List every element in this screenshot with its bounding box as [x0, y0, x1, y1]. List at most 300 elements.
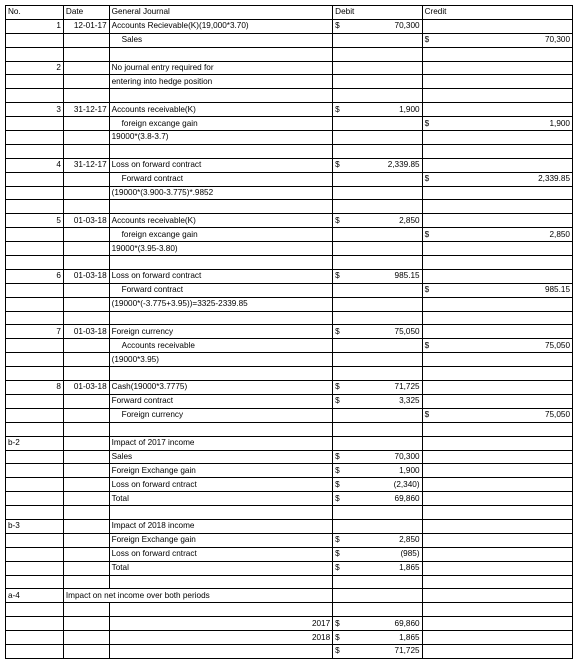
description-cell: Impact of 2018 income [109, 519, 333, 533]
table-row [6, 228, 573, 242]
header-credit: Credit [422, 6, 572, 20]
credit-currency-cell: $ [422, 117, 463, 131]
entry-number-cell [6, 75, 64, 89]
table-row [6, 506, 573, 520]
description-cell: Loss on forward cntract [109, 478, 333, 492]
credit-currency-cell [422, 158, 463, 172]
debit-amount-cell [373, 117, 422, 131]
debit-amount-cell: 1,865 [373, 631, 422, 645]
table-row [6, 519, 573, 533]
debit-currency-cell: $ [333, 214, 374, 228]
date-cell [63, 575, 109, 589]
date-cell: 12-01-17 [63, 19, 109, 33]
description-cell [109, 311, 333, 325]
description-cell: Foreign currency [109, 408, 333, 422]
description-cell: Forward contract [109, 172, 333, 186]
credit-amount-cell [463, 186, 573, 200]
debit-currency-cell [333, 200, 374, 214]
credit-amount-cell [463, 131, 573, 145]
entry-number-cell [6, 186, 64, 200]
credit-amount-cell [463, 214, 573, 228]
entry-number-cell: b-3 [6, 519, 64, 533]
credit-currency-cell [422, 492, 463, 506]
description-cell: Loss on forward contract [109, 269, 333, 283]
entry-number-cell [6, 131, 64, 145]
date-cell [63, 200, 109, 214]
credit-amount-cell [463, 617, 573, 631]
credit-amount-cell: 2,339.85 [463, 172, 573, 186]
entry-number-cell [6, 311, 64, 325]
credit-amount-cell [463, 269, 573, 283]
table-row [6, 492, 573, 506]
credit-amount-cell [463, 394, 573, 408]
credit-currency-cell [422, 242, 463, 256]
description-cell [109, 89, 333, 103]
credit-amount-cell [463, 381, 573, 395]
description-cell: Accounts Recievable(K)(19,000*3.70) [109, 19, 333, 33]
entry-number-cell [6, 617, 64, 631]
description-cell: Total [109, 561, 333, 575]
date-cell [63, 47, 109, 61]
debit-currency-cell [333, 283, 374, 297]
debit-amount-cell: 75,050 [373, 325, 422, 339]
credit-currency-cell [422, 214, 463, 228]
date-cell [63, 131, 109, 145]
credit-currency-cell [422, 533, 463, 547]
debit-amount-cell: 70,300 [373, 19, 422, 33]
table-row [6, 325, 573, 339]
debit-currency-cell [333, 131, 374, 145]
debit-currency-cell [333, 339, 374, 353]
description-cell: (19000*(3.900-3.775)*.9852 [109, 186, 333, 200]
debit-currency-cell: $ [333, 533, 374, 547]
debit-amount-cell [373, 242, 422, 256]
date-cell [63, 367, 109, 381]
debit-amount-cell [373, 144, 422, 158]
credit-amount-cell [463, 464, 573, 478]
date-cell [63, 394, 109, 408]
debit-amount-cell [373, 186, 422, 200]
date-cell: 31-12-17 [63, 103, 109, 117]
date-cell: 01-03-18 [63, 214, 109, 228]
date-cell [63, 617, 109, 631]
debit-amount-cell [373, 75, 422, 89]
debit-currency-cell [333, 144, 374, 158]
credit-amount-cell [463, 519, 573, 533]
entry-number-cell [6, 561, 64, 575]
debit-currency-cell [333, 242, 374, 256]
debit-currency-cell: $ [333, 269, 374, 283]
table-row [6, 464, 573, 478]
entry-number-cell: 7 [6, 325, 64, 339]
description-cell: Foreign Exchange gain [109, 464, 333, 478]
debit-currency-cell [333, 353, 374, 367]
table-row [6, 547, 573, 561]
date-cell [63, 311, 109, 325]
description-cell [109, 506, 333, 520]
date-cell [63, 603, 109, 617]
date-cell [63, 464, 109, 478]
entry-number-cell [6, 464, 64, 478]
debit-amount-cell: 2,339.85 [373, 158, 422, 172]
debit-currency-cell: $ [333, 547, 374, 561]
debit-currency-cell: $ [333, 103, 374, 117]
debit-amount-cell [373, 311, 422, 325]
entry-number-cell [6, 33, 64, 47]
date-cell [63, 172, 109, 186]
table-row [6, 144, 573, 158]
credit-currency-cell [422, 200, 463, 214]
debit-currency-cell [333, 228, 374, 242]
credit-currency-cell [422, 422, 463, 436]
debit-currency-cell: $ [333, 325, 374, 339]
description-cell [109, 422, 333, 436]
credit-currency-cell [422, 450, 463, 464]
table-row [6, 89, 573, 103]
entry-number-cell [6, 200, 64, 214]
debit-currency-cell: $ [333, 394, 374, 408]
debit-amount-cell [373, 228, 422, 242]
table-row [6, 381, 573, 395]
entry-number-cell [6, 478, 64, 492]
credit-amount-cell [463, 144, 573, 158]
description-cell: Loss on forward cntract [109, 547, 333, 561]
description-cell: Accounts receivable(K) [109, 103, 333, 117]
entry-number-cell: 4 [6, 158, 64, 172]
table-row [6, 61, 573, 75]
credit-currency-cell [422, 131, 463, 145]
debit-amount-cell [373, 47, 422, 61]
debit-amount-cell: 71,725 [373, 381, 422, 395]
date-cell [63, 89, 109, 103]
debit-currency-cell [333, 47, 374, 61]
section-heading-cell: Impact on net income over both periods [63, 589, 332, 603]
credit-amount-cell [463, 547, 573, 561]
description-cell: Accounts receivable(K) [109, 214, 333, 228]
debit-currency-cell [333, 422, 374, 436]
credit-amount-cell: 1,900 [463, 117, 573, 131]
entry-number-cell: a-4 [6, 589, 64, 603]
debit-amount-cell [373, 436, 422, 450]
table-row [6, 172, 573, 186]
debit-amount-cell [373, 506, 422, 520]
debit-currency-cell [333, 186, 374, 200]
debit-amount-cell [373, 172, 422, 186]
debit-amount-cell: 1,900 [373, 103, 422, 117]
debit-amount-cell [373, 131, 422, 145]
table-row [6, 436, 573, 450]
entry-number-cell: 6 [6, 269, 64, 283]
debit-currency-cell: $ [333, 381, 374, 395]
credit-currency-cell [422, 367, 463, 381]
debit-amount-cell: 985.15 [373, 269, 422, 283]
description-cell: Foreign Exchange gain [109, 533, 333, 547]
table-row [6, 256, 573, 270]
debit-currency-cell [333, 256, 374, 270]
description-cell: No journal entry required for [109, 61, 333, 75]
description-cell [109, 644, 333, 658]
debit-currency-cell [333, 603, 374, 617]
date-cell [63, 228, 109, 242]
credit-currency-cell [422, 478, 463, 492]
entry-number-cell [6, 144, 64, 158]
header-no: No. [6, 6, 64, 20]
debit-currency-cell: $ [333, 492, 374, 506]
debit-amount-cell: 1,865 [373, 561, 422, 575]
entry-number-cell [6, 117, 64, 131]
date-cell [63, 75, 109, 89]
table-row [6, 297, 573, 311]
debit-currency-cell [333, 117, 374, 131]
description-cell: 2017 [109, 617, 333, 631]
credit-amount-cell [463, 311, 573, 325]
credit-amount-cell [463, 506, 573, 520]
date-cell [63, 283, 109, 297]
entry-number-cell: 2 [6, 61, 64, 75]
credit-currency-cell [422, 617, 463, 631]
date-cell [63, 506, 109, 520]
entry-number-cell [6, 367, 64, 381]
entry-number-cell: 1 [6, 19, 64, 33]
debit-amount-cell [373, 422, 422, 436]
debit-amount-cell [373, 575, 422, 589]
debit-amount-cell [373, 603, 422, 617]
date-cell [63, 144, 109, 158]
entry-number-cell [6, 603, 64, 617]
debit-currency-cell [333, 367, 374, 381]
entry-number-cell [6, 492, 64, 506]
credit-currency-cell: $ [422, 33, 463, 47]
table-row [6, 631, 573, 645]
credit-currency-cell [422, 561, 463, 575]
date-cell [63, 533, 109, 547]
table-row [6, 561, 573, 575]
entry-number-cell [6, 283, 64, 297]
credit-currency-cell [422, 353, 463, 367]
debit-amount-cell [373, 367, 422, 381]
debit-currency-cell [333, 589, 374, 603]
description-cell: Loss on forward contract [109, 158, 333, 172]
debit-amount-cell [373, 61, 422, 75]
date-cell [63, 297, 109, 311]
credit-amount-cell [463, 422, 573, 436]
credit-currency-cell: $ [422, 228, 463, 242]
description-cell: Forward contract [109, 394, 333, 408]
date-cell [63, 450, 109, 464]
table-row [6, 353, 573, 367]
debit-amount-cell [373, 283, 422, 297]
description-cell: 2018 [109, 631, 333, 645]
table-row [6, 131, 573, 145]
debit-currency-cell: $ [333, 19, 374, 33]
debit-currency-cell [333, 75, 374, 89]
date-cell [63, 644, 109, 658]
debit-amount-cell: 2,850 [373, 533, 422, 547]
table-row [6, 242, 573, 256]
credit-currency-cell [422, 603, 463, 617]
debit-amount-cell: 1,900 [373, 464, 422, 478]
credit-currency-cell: $ [422, 408, 463, 422]
table-row [6, 19, 573, 33]
debit-amount-cell [373, 89, 422, 103]
header-journal: General Journal [109, 6, 333, 20]
entry-number-cell: 5 [6, 214, 64, 228]
credit-currency-cell [422, 394, 463, 408]
debit-currency-cell [333, 436, 374, 450]
debit-amount-cell [373, 256, 422, 270]
date-cell [63, 256, 109, 270]
table-row [6, 75, 573, 89]
entry-number-cell [6, 450, 64, 464]
credit-currency-cell [422, 464, 463, 478]
credit-amount-cell [463, 75, 573, 89]
credit-amount-cell: 75,050 [463, 408, 573, 422]
table-row [6, 603, 573, 617]
debit-amount-cell [373, 589, 422, 603]
debit-amount-cell [373, 200, 422, 214]
debit-currency-cell [333, 519, 374, 533]
debit-currency-cell [333, 297, 374, 311]
description-cell: Sales [109, 450, 333, 464]
credit-currency-cell [422, 325, 463, 339]
debit-amount-cell: 2,850 [373, 214, 422, 228]
description-cell: Cash(19000*3.7775) [109, 381, 333, 395]
entry-number-cell [6, 339, 64, 353]
credit-amount-cell [463, 450, 573, 464]
credit-currency-cell [422, 89, 463, 103]
table-row [6, 283, 573, 297]
debit-amount-cell: 71,725 [373, 644, 422, 658]
credit-amount-cell [463, 200, 573, 214]
debit-amount-cell [373, 33, 422, 47]
date-cell [63, 408, 109, 422]
debit-currency-cell [333, 61, 374, 75]
debit-currency-cell: $ [333, 561, 374, 575]
debit-currency-cell [333, 172, 374, 186]
description-cell: (19000*3.95) [109, 353, 333, 367]
credit-currency-cell [422, 297, 463, 311]
debit-amount-cell: (985) [373, 547, 422, 561]
date-cell [63, 631, 109, 645]
debit-currency-cell: $ [333, 478, 374, 492]
journal-body [6, 19, 573, 658]
date-cell [63, 61, 109, 75]
table-row [6, 589, 573, 603]
debit-currency-cell: $ [333, 631, 374, 645]
description-cell: 19000*(3.8-3.7) [109, 131, 333, 145]
journal-table [5, 5, 573, 659]
credit-amount-cell [463, 644, 573, 658]
credit-amount-cell [463, 61, 573, 75]
description-cell [109, 144, 333, 158]
entry-number-cell [6, 547, 64, 561]
credit-amount-cell: 75,050 [463, 339, 573, 353]
debit-amount-cell [373, 339, 422, 353]
debit-currency-cell [333, 575, 374, 589]
credit-currency-cell [422, 644, 463, 658]
debit-amount-cell [373, 297, 422, 311]
credit-currency-cell [422, 381, 463, 395]
table-row [6, 214, 573, 228]
credit-amount-cell [463, 89, 573, 103]
description-cell: entering into hedge position [109, 75, 333, 89]
description-cell: 19000*(3.95-3.80) [109, 242, 333, 256]
header-row [6, 6, 573, 20]
credit-currency-cell [422, 61, 463, 75]
date-cell [63, 242, 109, 256]
entry-number-cell [6, 228, 64, 242]
table-row [6, 422, 573, 436]
entry-number-cell: 8 [6, 381, 64, 395]
credit-amount-cell [463, 631, 573, 645]
credit-currency-cell [422, 75, 463, 89]
description-cell [109, 367, 333, 381]
credit-currency-cell [422, 547, 463, 561]
entry-number-cell [6, 422, 64, 436]
table-row [6, 533, 573, 547]
credit-currency-cell: $ [422, 339, 463, 353]
entry-number-cell [6, 256, 64, 270]
date-cell: 31-12-17 [63, 158, 109, 172]
description-cell: Foreign currency [109, 325, 333, 339]
description-cell [109, 47, 333, 61]
date-cell: 01-03-18 [63, 325, 109, 339]
table-row [6, 103, 573, 117]
date-cell: 01-03-18 [63, 269, 109, 283]
entry-number-cell [6, 575, 64, 589]
credit-currency-cell [422, 103, 463, 117]
date-cell [63, 492, 109, 506]
credit-currency-cell [422, 19, 463, 33]
description-cell: Accounts receivable [109, 339, 333, 353]
credit-amount-cell: 2,850 [463, 228, 573, 242]
credit-currency-cell [422, 436, 463, 450]
description-cell [109, 256, 333, 270]
date-cell [63, 436, 109, 450]
table-row [6, 269, 573, 283]
header-debit: Debit [333, 6, 422, 20]
credit-currency-cell [422, 311, 463, 325]
debit-currency-cell: $ [333, 464, 374, 478]
credit-currency-cell: $ [422, 283, 463, 297]
date-cell [63, 519, 109, 533]
debit-amount-cell [373, 519, 422, 533]
description-cell: foreign excange gain [109, 228, 333, 242]
entry-number-cell: b-2 [6, 436, 64, 450]
description-cell [109, 200, 333, 214]
debit-currency-cell [333, 408, 374, 422]
credit-amount-cell [463, 19, 573, 33]
credit-currency-cell [422, 519, 463, 533]
credit-currency-cell: $ [422, 172, 463, 186]
debit-amount-cell [373, 408, 422, 422]
debit-currency-cell [333, 506, 374, 520]
debit-currency-cell: $ [333, 617, 374, 631]
description-cell [109, 603, 333, 617]
table-row [6, 394, 573, 408]
description-cell [109, 575, 333, 589]
credit-currency-cell [422, 269, 463, 283]
entry-number-cell [6, 89, 64, 103]
table-row [6, 158, 573, 172]
table-row [6, 617, 573, 631]
credit-amount-cell: 70,300 [463, 33, 573, 47]
credit-amount-cell [463, 158, 573, 172]
header-date: Date [63, 6, 109, 20]
date-cell: 01-03-18 [63, 381, 109, 395]
entry-number-cell [6, 297, 64, 311]
date-cell [63, 339, 109, 353]
